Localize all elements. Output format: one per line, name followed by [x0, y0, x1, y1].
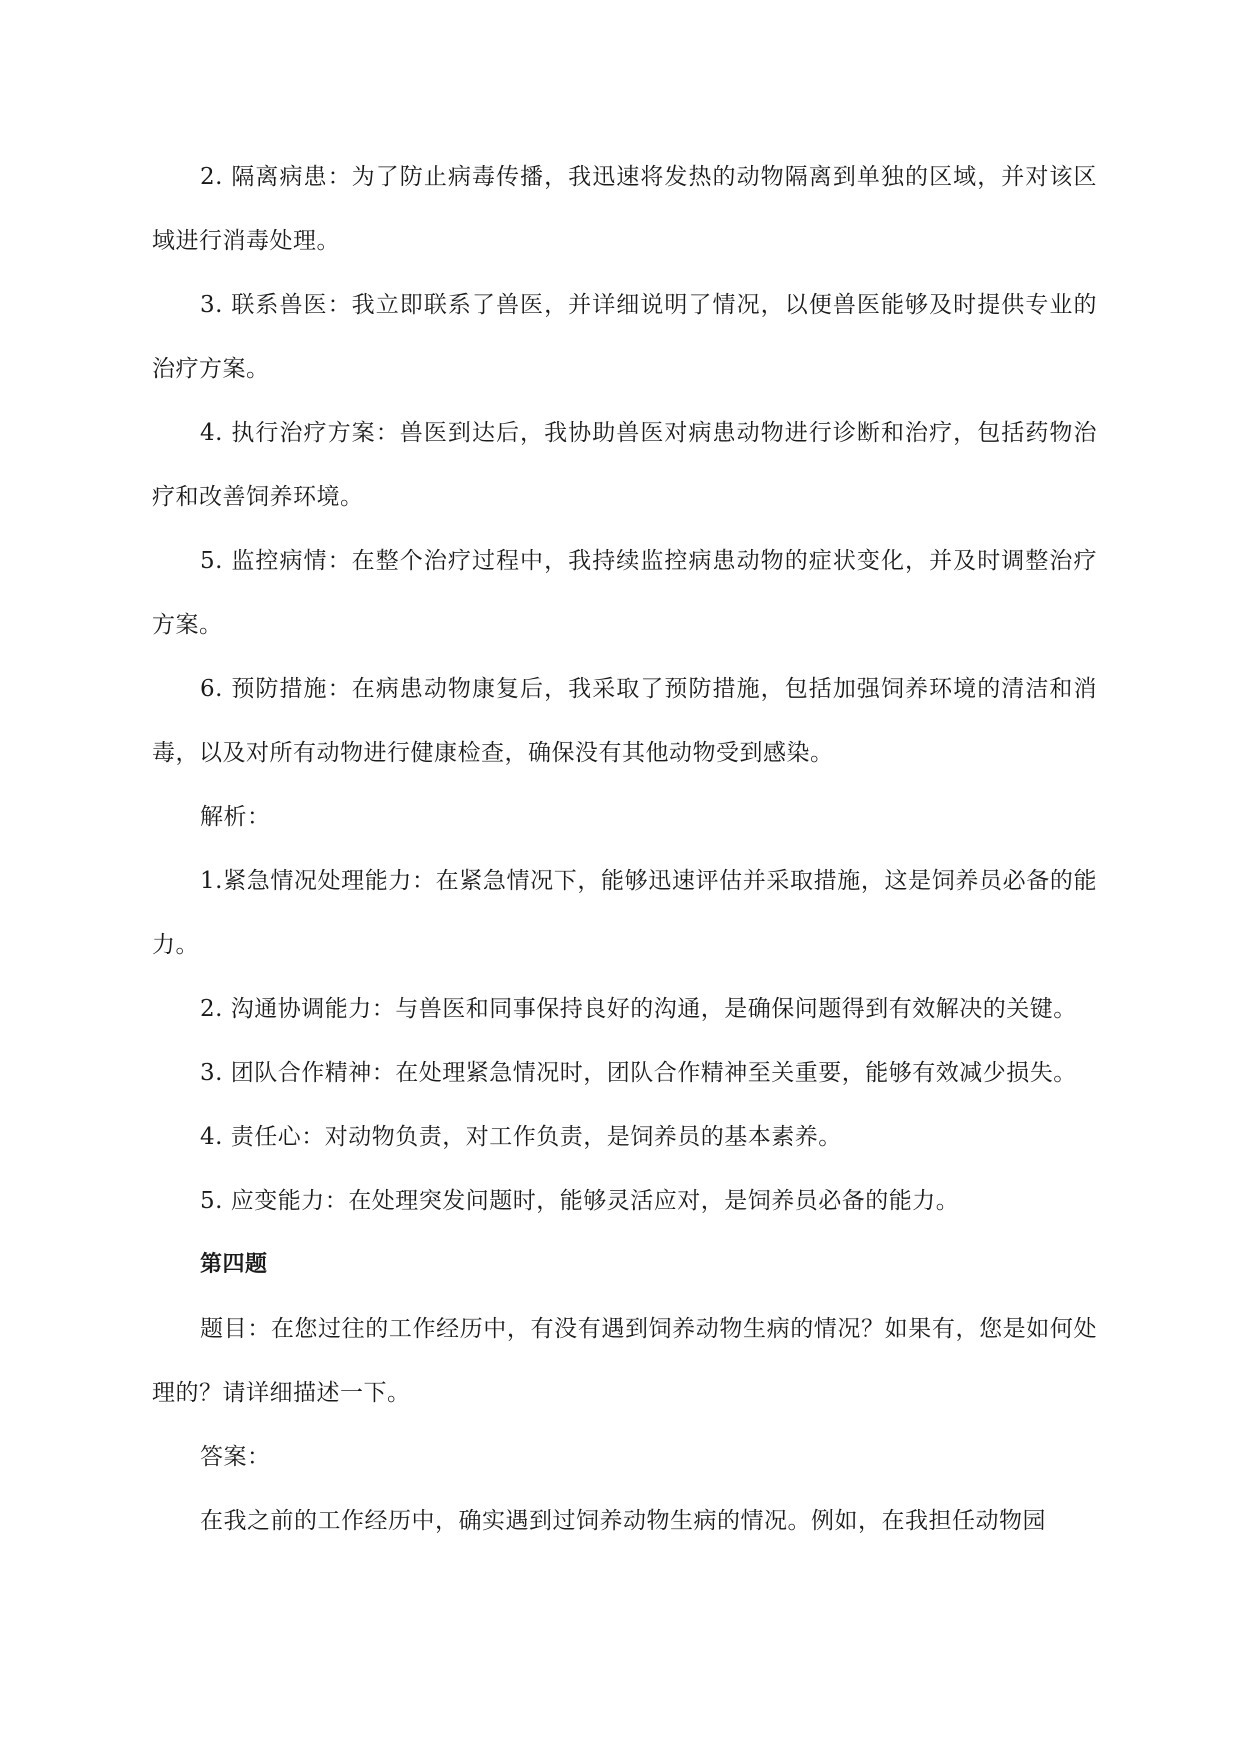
document-body: [152, 145, 1097, 1553]
paragraph-execute-treatment: 4. 执行治疗方案：兽医到达后，我协助兽医对病患动物进行诊断和治疗，包括药物治疗和改善饲养环境。: [152, 420, 1097, 510]
paragraph-analysis-label: 解析：: [200, 804, 271, 830]
paragraph-monitor-condition: 5. 监控病情：在整个治疗过程中，我持续监控病患动物的症状变化，并及时调整治疗方案。: [152, 548, 1097, 638]
paragraph-answer-body: 在我之前的工作经历中，确实遇到过饲养动物生病的情况。例如，在我担任动物园: [200, 1508, 1046, 1534]
paragraph-teamwork: 3. 团队合作精神：在处理紧急情况时，团队合作精神至关重要，能够有效减少损失。: [200, 1060, 1077, 1086]
paragraph-contact-vet: 3. 联系兽医：我立即联系了兽医，并详细说明了情况，以便兽医能够及时提供专业的治疗方案。: [152, 292, 1097, 382]
paragraph-prevention: 6. 预防措施：在病患动物康复后，我采取了预防措施，包括加强饲养环境的清洁和消毒，以及对所有动物进行健康检查，确保没有其他动物受到感染。: [152, 676, 1097, 766]
paragraph-adaptability: 5. 应变能力：在处理突发问题时，能够灵活应对，是饲养员必备的能力。: [200, 1188, 960, 1214]
paragraph-question: 题目：在您过往的工作经历中，有没有遇到饲养动物生病的情况？如果有，您是如何处理的？请详细描述一下。: [152, 1316, 1097, 1406]
paragraph-isolate-patients: 2. 隔离病患：为了防止病毒传播，我迅速将发热的动物隔离到单独的区域，并对该区域进行消毒处理。: [152, 164, 1097, 254]
paragraph-responsibility: 4. 责任心：对动物负责，对工作负责，是饲养员的基本素养。: [200, 1124, 842, 1150]
paragraph-answer-label: 答案：: [200, 1444, 271, 1470]
section-heading: 第四题: [200, 1252, 268, 1277]
paragraph-communication: 2. 沟通协调能力：与兽医和同事保持良好的沟通，是确保问题得到有效解决的关键。: [200, 996, 1077, 1022]
paragraph-emergency-ability: 1.紧急情况处理能力：在紧急情况下，能够迅速评估并采取措施，这是饲养员必备的能力。: [152, 868, 1097, 958]
